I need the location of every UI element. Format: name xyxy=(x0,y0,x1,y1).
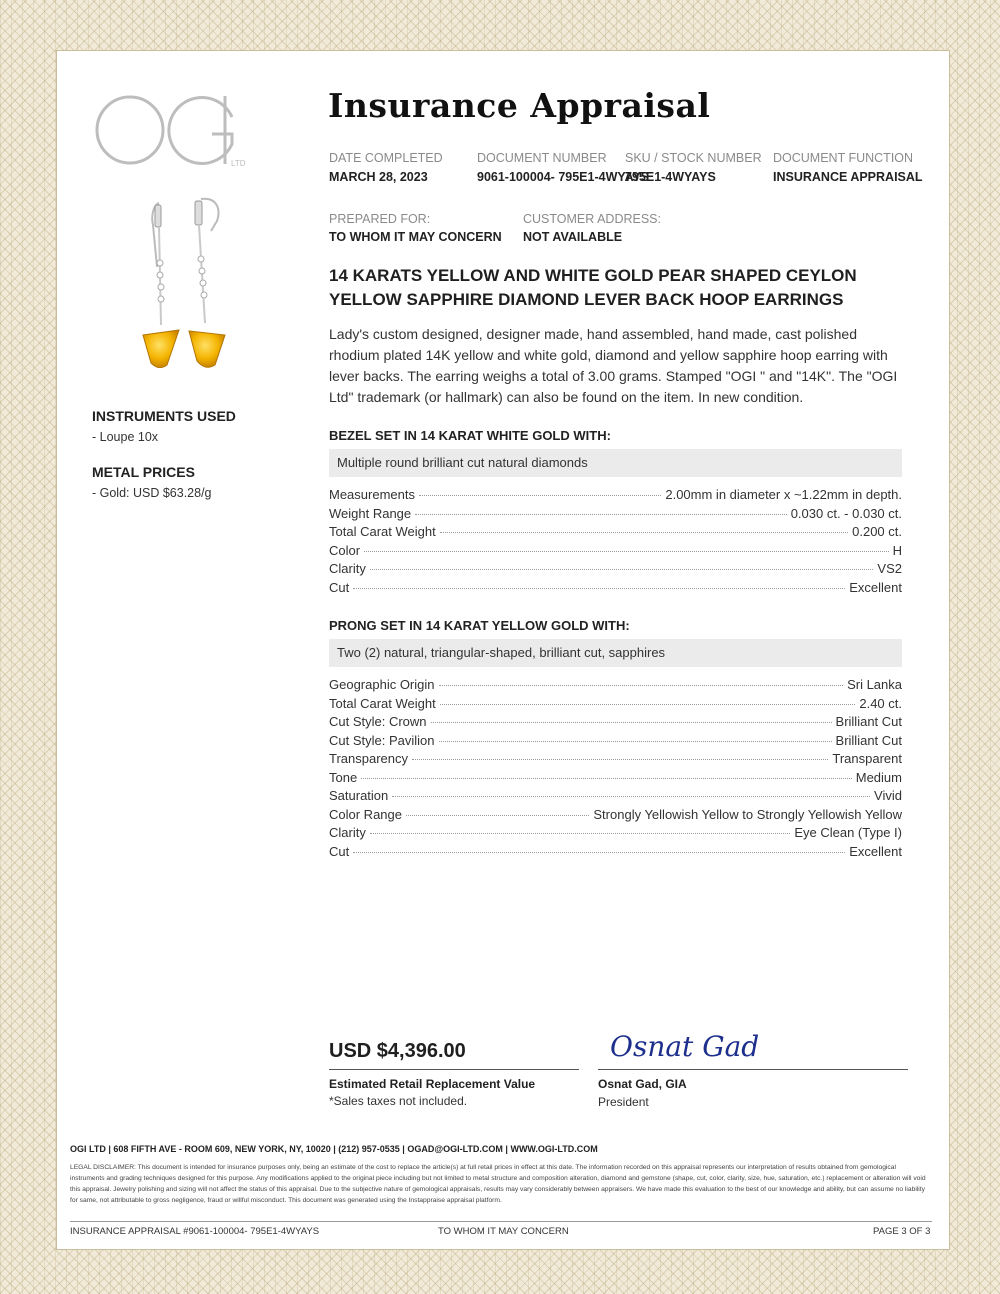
spec-row xyxy=(329,844,902,863)
sku-value: 795E1-4WYAYS xyxy=(625,170,716,184)
footer-doc-ref: INSURANCE APPRAISAL #9061-100004- 795E1-4WYAYS xyxy=(70,1226,320,1237)
spec-row xyxy=(329,751,902,770)
spec-row xyxy=(329,696,902,715)
docnum-value: 9061-100004- 795E1-4WYAYS xyxy=(477,170,650,184)
spec-value: H xyxy=(892,542,902,558)
metal-value: - Gold: USD $63.28/g xyxy=(92,486,212,500)
spec-key: Geographic Origin xyxy=(329,677,435,692)
spec-value: Sri Lanka xyxy=(847,677,902,692)
spec-key: Total Carat Weight xyxy=(329,524,436,539)
signature-rule xyxy=(598,1069,908,1070)
instruments-value: - Loupe 10x xyxy=(92,430,159,444)
item-title: 14 KARATS YELLOW AND WHITE GOLD PEAR SHAPED CEYLON YELLOW SAPPHIRE DIAMOND LEVER BACK HOOP EARRINGS xyxy=(329,266,857,309)
spec-key: Tone xyxy=(329,769,358,785)
page-title: Insurance Appraisal xyxy=(328,86,711,125)
spec-value: 0.030 ct. - 0.030 ct. xyxy=(790,505,902,521)
spec-row xyxy=(329,487,902,506)
appraised-price: USD $4,396.00 xyxy=(329,1040,466,1062)
spec-row xyxy=(329,770,902,789)
spec-value: Excellent xyxy=(849,579,902,595)
signature: Osnat Gad xyxy=(610,1030,760,1063)
spec-value: Strongly Yellowish Yellow to Strongly Yellowish Yellow xyxy=(593,806,902,822)
item-description: Lady's custom designed, designer made, hand assembled, hand made, cast polished rhodium plated 14K yellow and white gold, diamond and yellow sapphire hoop earring with lever backs. The earring weighs a total of 3.00 grams. Stamped "OGI " and "14K". The "OGI Ltd" trademark (or hallmark) can also be found on the item. In new condition. xyxy=(329,326,898,405)
bezel-heading: BEZEL SET IN 14 KARAT WHITE GOLD WITH: xyxy=(329,428,611,443)
company-address: OGI LTD | 608 FIFTH AVE - ROOM 609, NEW YORK, NY, 10020 | (212) 957-0535 | OGAD@OGI-LTD.COM | WWW.OGI-LTD.COM xyxy=(70,1144,598,1154)
spec-value: Excellent xyxy=(849,843,902,859)
earrings-image xyxy=(135,195,235,370)
valuation-label: Estimated Retail Replacement Value xyxy=(329,1077,536,1091)
bezel-band: Multiple round brilliant cut natural diamonds xyxy=(329,449,902,477)
docnum-label: DOCUMENT NUMBER xyxy=(477,151,607,165)
spec-key: Cut Style: Crown xyxy=(329,714,427,729)
legal-disclaimer: LEGAL DISCLAIMER: This document is intended for insurance purposes only, being an estimate of the cost to replace the article(s) at full retail prices in effect at this date. The information recorded on this appraisal represents our interpretation of results obtained from gemological instruments and grading techniques designed for this purpose. Any modifications applied to the original piece including but not limited to metal structure and composition alteration, diamond and gemstone (shape, cut, color, clarity, size, hue, saturation, etc.) replacement or alteration will void this appraisal. Jewelry polishing and sizing will not affect the status of this appraisal. Due to the subjective nature of gemological appraisals, results may vary considerably between appraisers. We have made this evaluation to the best of our knowledge and ability, but can assume no liability for same, not attributable to gross negligence, fraud or willful misconduct. This document was generated using the Instappraise appraisal platform. xyxy=(70,1164,926,1204)
spec-value: Medium xyxy=(855,769,902,785)
signer-title: President xyxy=(598,1095,649,1109)
spec-key: Color Range xyxy=(329,806,402,822)
spec-row xyxy=(329,543,902,562)
function-value: INSURANCE APPRAISAL xyxy=(773,170,923,184)
spec-value: 2.40 ct. xyxy=(859,695,902,711)
instruments-heading: INSTRUMENTS USED xyxy=(92,408,236,424)
spec-row xyxy=(329,524,902,543)
spec-key: Cut Style: Pavilion xyxy=(329,732,435,748)
spec-row xyxy=(329,561,902,580)
sku-label: SKU / STOCK NUMBER xyxy=(625,151,762,165)
date-label: DATE COMPLETED xyxy=(329,151,443,165)
spec-key: Weight Range xyxy=(329,505,412,521)
spec-key: Transparency xyxy=(329,751,408,766)
spec-value: 2.00mm in diameter x ~1.22mm in depth. xyxy=(665,487,902,502)
prong-specs xyxy=(329,677,902,862)
date-value: MARCH 28, 2023 xyxy=(329,170,428,184)
function-label: DOCUMENT FUNCTION xyxy=(773,151,914,165)
address-value: NOT AVAILABLE xyxy=(523,230,623,244)
spec-row xyxy=(329,825,902,844)
spec-key: Clarity xyxy=(329,561,366,576)
spec-key: Clarity xyxy=(329,825,366,840)
spec-row xyxy=(329,506,902,525)
spec-value: VS2 xyxy=(877,561,902,576)
spec-value: 0.200 ct. xyxy=(852,524,902,539)
price-rule xyxy=(329,1069,579,1070)
logo-sub-text: LTD xyxy=(231,159,246,168)
address-label: CUSTOMER ADDRESS: xyxy=(523,212,661,226)
page-number: PAGE 3 OF 3 xyxy=(873,1226,931,1237)
spec-key: Color xyxy=(329,542,361,558)
spec-key: Total Carat Weight xyxy=(329,695,436,711)
spec-row xyxy=(329,677,902,696)
spec-key: Cut xyxy=(329,579,350,595)
spec-value: Brilliant Cut xyxy=(835,732,902,748)
spec-key: Saturation xyxy=(329,788,389,803)
prepared-value: TO WHOM IT MAY CONCERN xyxy=(329,230,502,244)
spec-row xyxy=(329,807,902,826)
spec-row xyxy=(329,580,902,599)
metal-heading: METAL PRICES xyxy=(92,464,195,480)
spec-row xyxy=(329,733,902,752)
prong-heading: PRONG SET IN 14 KARAT YELLOW GOLD WITH: xyxy=(329,618,630,633)
prepared-label: PREPARED FOR: xyxy=(329,212,431,226)
spec-row xyxy=(329,714,902,733)
spec-value: Brilliant Cut xyxy=(835,714,902,729)
spec-key: Cut xyxy=(329,843,350,859)
footer-recipient: TO WHOM IT MAY CONCERN xyxy=(438,1226,569,1237)
spec-value: Eye Clean (Type I) xyxy=(794,825,902,840)
ogi-logo xyxy=(94,92,250,172)
spec-value: Transparent xyxy=(832,751,902,766)
tax-note: *Sales taxes not included. xyxy=(329,1094,468,1108)
spec-row xyxy=(329,788,902,807)
spec-value: Vivid xyxy=(874,788,902,803)
signer-name: Osnat Gad, GIA xyxy=(598,1077,687,1091)
footer-rule xyxy=(70,1221,932,1222)
bezel-specs xyxy=(329,487,902,598)
spec-key: Measurements xyxy=(329,487,415,502)
prong-band: Two (2) natural, triangular-shaped, brilliant cut, sapphires xyxy=(329,639,902,667)
